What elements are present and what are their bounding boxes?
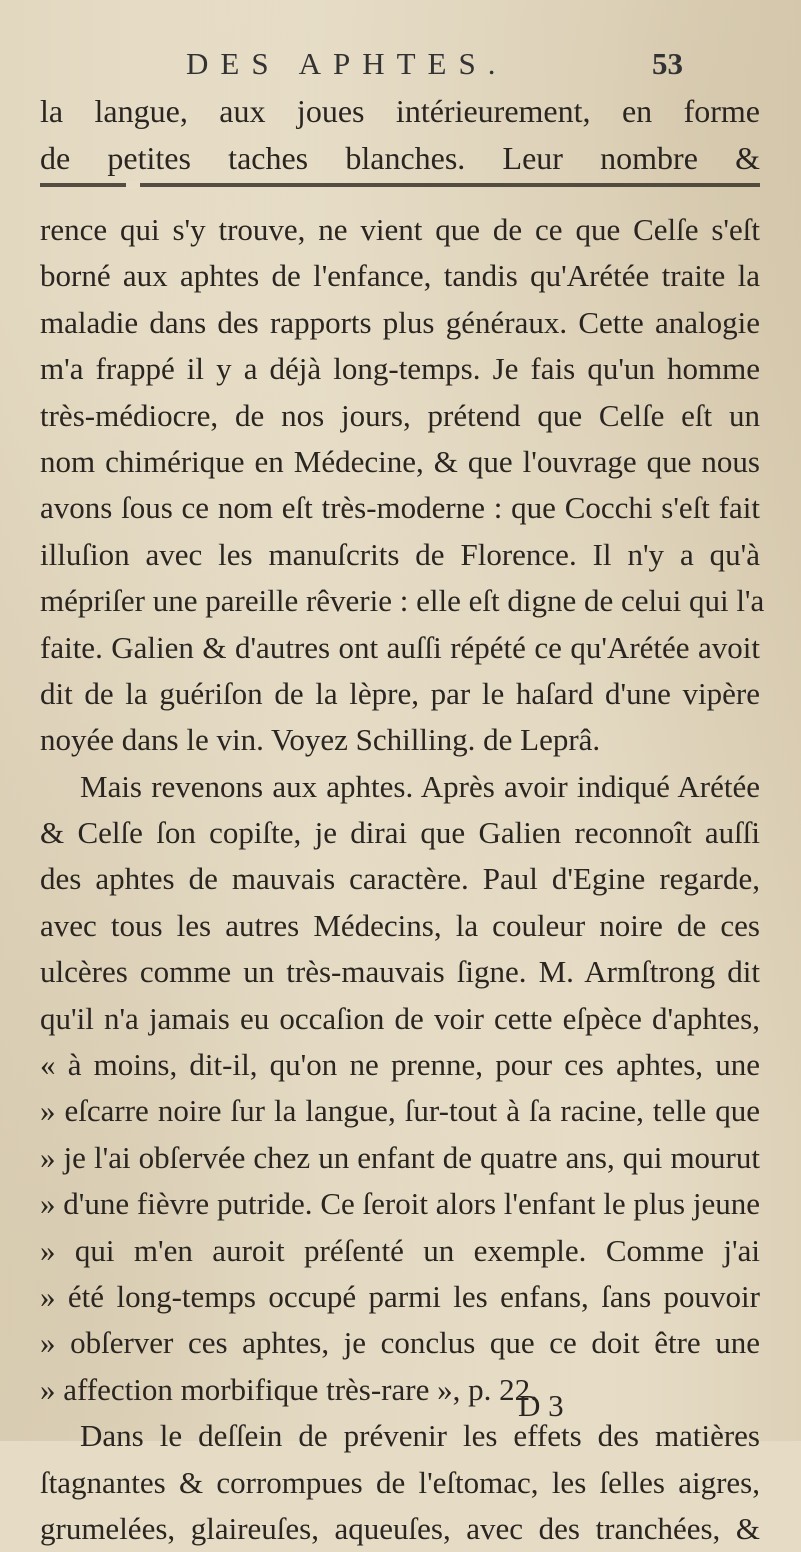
- text-line: qu'il n'a jamais eu occaſion de voir cette eſpèce d'aphtes,: [40, 1000, 760, 1036]
- text-line: avons ſous ce nom eſt très-moderne : que Cocchi s'eſt fait: [40, 490, 760, 526]
- text-line: des aphtes de mauvais caractère. Paul d'Egine regarde,: [40, 861, 760, 897]
- running-title: DES APHTES.: [186, 46, 508, 81]
- body-text: [40, 207, 765, 1552]
- text-line: faite. Galien & d'autres ont auſſi répété ce qu'Arétée avoit: [40, 629, 760, 665]
- paragraph-start-line: Mais revenons aux aphtes. Après avoir indiqué Arétée: [80, 768, 760, 804]
- text-line: m'a frappé il y a déjà long-temps. Je fais qu'un homme: [40, 351, 760, 387]
- text-line: ulcères comme un très-mauvais ſigne. M. Armſtrong dit: [40, 954, 760, 990]
- quote-line: « à moins, dit-il, qu'on ne prenne, pour ces aphtes, une: [40, 1047, 760, 1083]
- text-line: nom chimérique en Médecine, & que l'ouvrage que nous: [40, 443, 760, 479]
- paragraph-start-line: Dans le deſſein de prévenir les effets des matières: [80, 1418, 760, 1454]
- text-line: noyée dans le vin. Voyez Schilling. de Leprâ.: [40, 722, 601, 758]
- quote-line: » je l'ai obſervée chez un enfant de quatre ans, qui mourut: [40, 1139, 760, 1175]
- text-line: grumelées, glaireuſes, aqueuſes, avec des tranchées, &: [40, 1510, 760, 1546]
- text-line: avec tous les autres Médecins, la couleur noire de ces: [40, 907, 760, 943]
- quote-line: » été long-temps occupé parmi les enfans, ſans pouvoir: [40, 1278, 760, 1314]
- quote-line: » qui m'en auroit préſenté un exemple. Comme j'ai: [40, 1232, 760, 1268]
- page-number: 53: [652, 46, 683, 81]
- running-head: [0, 46, 801, 86]
- quote-line: » eſcarre noire ſur la langue, ſur-tout à ſa racine, telle que: [40, 1093, 760, 1129]
- text-line: très-médiocre, de nos jours, prétend que Celſe eſt un: [40, 397, 760, 433]
- divider-gap: [126, 181, 140, 189]
- quote-line: » obſerver ces aphtes, je conclus que ce doit être une: [40, 1325, 760, 1361]
- quote-line: » d'une fièvre putride. Ce ſeroit alors l'enfant le plus jeune: [40, 1186, 760, 1222]
- text-line: de petites taches blanches. Leur nombre &: [40, 140, 760, 176]
- signature-mark: D 3: [518, 1388, 564, 1423]
- text-line: mépriſer une pareille rêverie : elle eſt digne de celui qui l'a: [40, 583, 765, 619]
- quote-line: » affection morbifique très-rare », p. 22.: [40, 1371, 538, 1407]
- text-line: ſtagnantes & corrompues de l'eſtomac, les ſelles aigres,: [40, 1464, 760, 1500]
- text-line: dit de la guériſon de la lèpre, par le haſard d'une vipère: [40, 675, 760, 711]
- text-line: rence qui s'y trouve, ne vient que de ce que Celſe s'eſt: [40, 212, 760, 247]
- text-line: illuſion avec les manuſcrits de Florence. Il n'y a qu'à: [40, 536, 760, 572]
- continued-text: [40, 88, 760, 182]
- text-line: & Celſe ſon copiſte, je dirai que Galien reconnoît auſſi: [40, 815, 760, 851]
- divider-rule: [40, 183, 760, 187]
- text-line: borné aux aphtes de l'enfance, tandis qu'Arétée traite la: [40, 258, 760, 294]
- text-line: maladie dans des rapports plus généraux. Cette analogie: [40, 304, 760, 340]
- text-line: la langue, aux joues intérieurement, en forme: [40, 93, 760, 129]
